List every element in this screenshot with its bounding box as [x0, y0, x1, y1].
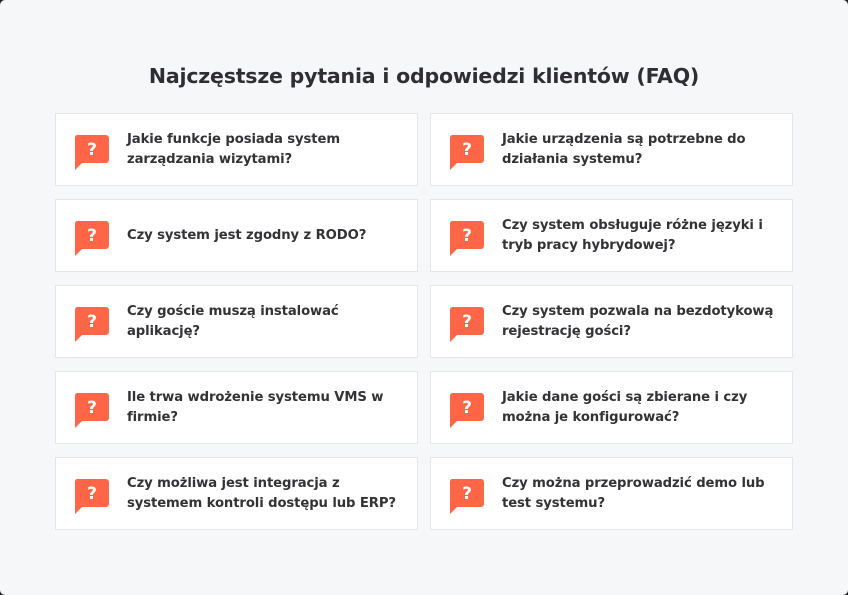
faq-question: Czy goście muszą instalować aplikację?	[127, 303, 339, 339]
svg-text:?: ?	[87, 226, 97, 246]
question-bubble-icon	[449, 393, 484, 429]
question-bubble-icon	[449, 135, 484, 171]
question-bubble-icon	[74, 221, 109, 257]
svg-text:?: ?	[462, 398, 472, 418]
svg-text:?: ?	[87, 484, 97, 504]
question-bubble-icon	[74, 393, 109, 429]
svg-text:?: ?	[462, 484, 472, 504]
faq-item[interactable]	[430, 285, 793, 358]
question-bubble-icon	[449, 221, 484, 257]
faq-item[interactable]	[55, 371, 418, 444]
svg-text:?: ?	[87, 312, 97, 332]
svg-text:?: ?	[462, 226, 472, 246]
faq-item[interactable]	[430, 113, 793, 186]
faq-question: Jakie dane gości są zbierane i czy można je konfigurować?	[502, 389, 748, 425]
svg-text:?: ?	[462, 312, 472, 332]
faq-item[interactable]	[55, 285, 418, 358]
question-bubble-icon	[74, 135, 109, 171]
question-bubble-icon	[449, 307, 484, 343]
page-title: Najczęstsze pytania i odpowiedzi klientów (FAQ)	[148, 64, 700, 88]
faq-question: Ile trwa wdrożenie systemu VMS w firmie?	[127, 389, 384, 425]
faq-question: Czy system obsługuje różne języki i tryb pracy hybrydowej?	[502, 217, 763, 253]
faq-question: Jakie funkcje posiada system zarządzania wizytami?	[127, 131, 340, 167]
faq-item[interactable]	[430, 457, 793, 530]
faq-item[interactable]	[55, 199, 418, 272]
svg-text:?: ?	[87, 140, 97, 160]
faq-item[interactable]	[55, 113, 418, 186]
faq-question: Jakie urządzenia są potrzebne do działania systemu?	[502, 131, 746, 167]
faq-question: Czy można przeprowadzić demo lub test systemu?	[502, 475, 765, 511]
question-bubble-icon	[74, 307, 109, 343]
faq-grid	[55, 113, 793, 530]
question-bubble-icon	[74, 479, 109, 515]
faq-item[interactable]	[430, 371, 793, 444]
faq-question: Czy system jest zgodny z RODO?	[127, 227, 367, 243]
svg-text:?: ?	[462, 140, 472, 160]
faq-question: Czy możliwa jest integracja z systemem kontroli dostępu lub ERP?	[127, 475, 396, 511]
svg-text:?: ?	[87, 398, 97, 418]
question-bubble-icon	[449, 479, 484, 515]
faq-item[interactable]	[430, 199, 793, 272]
faq-question: Czy system pozwala na bezdotykową rejestrację gości?	[502, 303, 774, 339]
faq-item[interactable]	[55, 457, 418, 530]
